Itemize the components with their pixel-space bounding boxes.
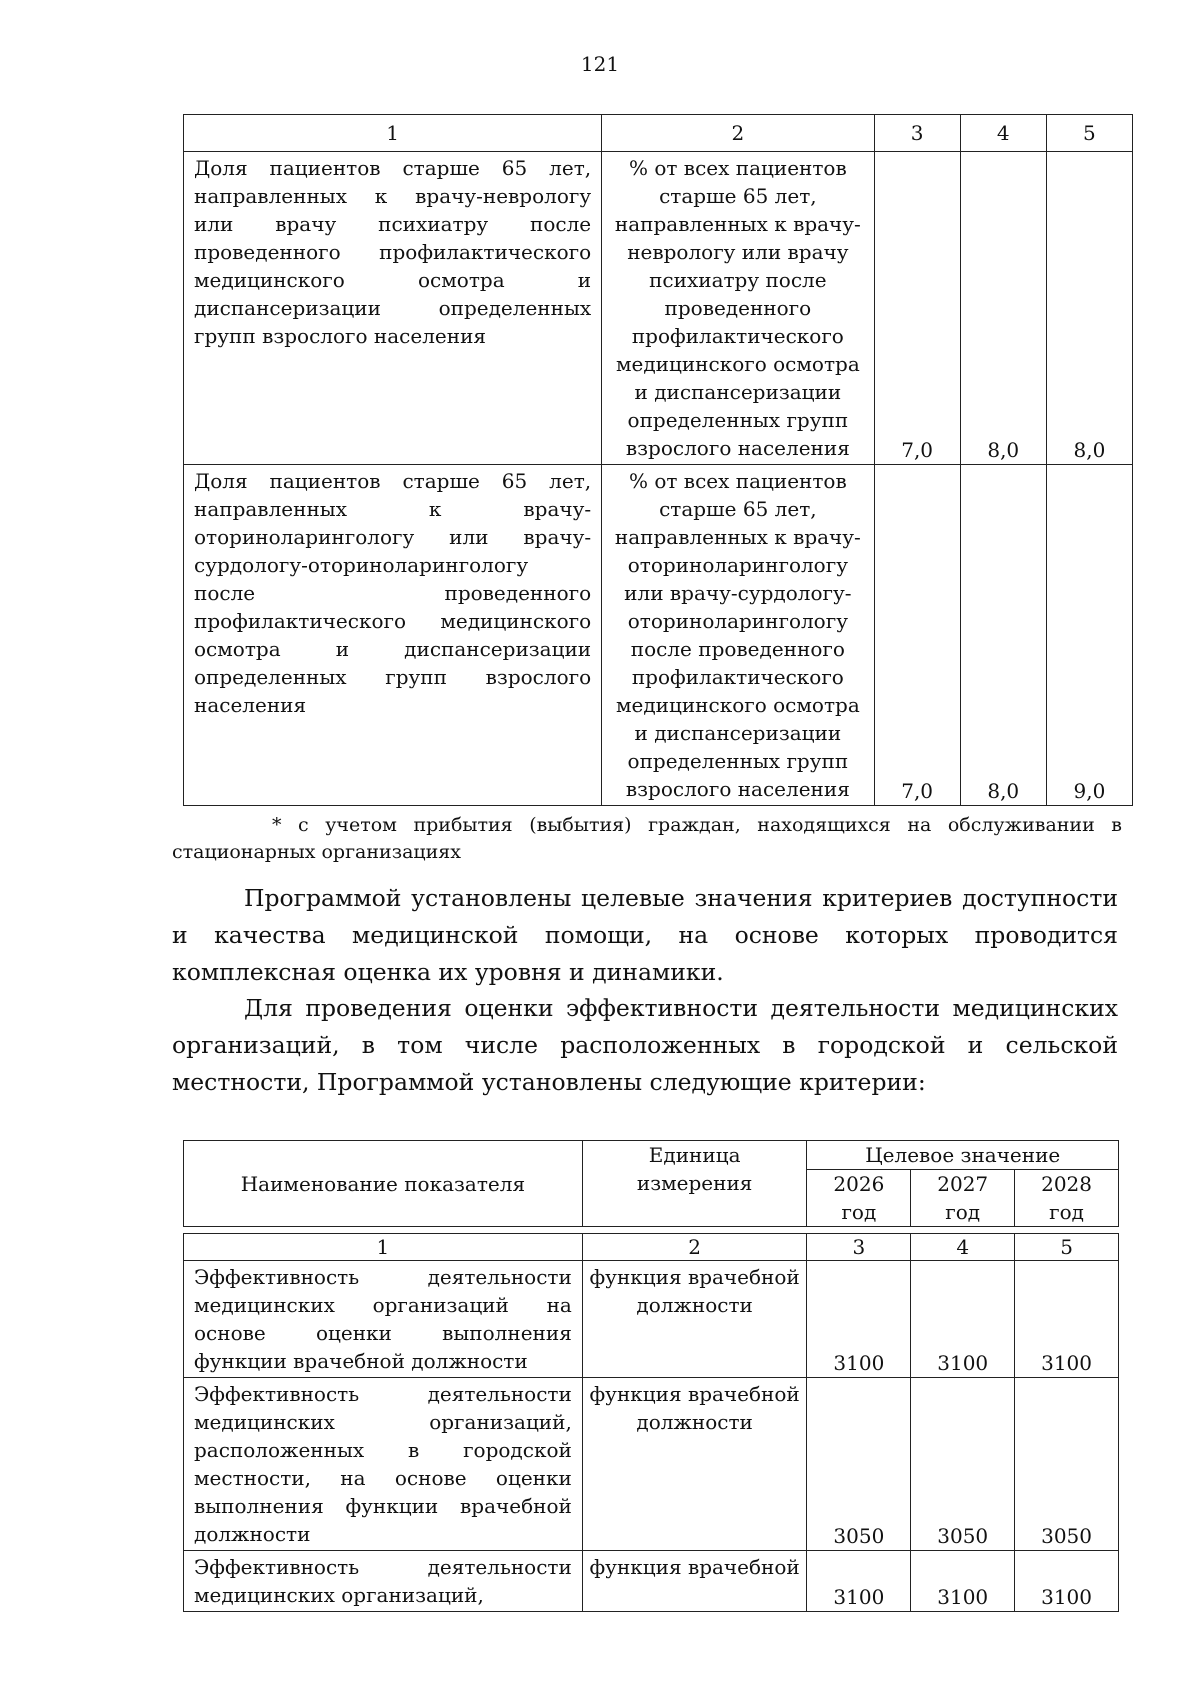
- column-number-4: 4: [960, 115, 1046, 152]
- value-year-1: 7,0: [874, 465, 960, 806]
- value-year-3: 9,0: [1046, 465, 1132, 806]
- header-indicator-name: Наименование показателя: [184, 1141, 583, 1227]
- indicator-name: Доля пациентов старше 65 лет, направленных к врачу-неврологу или врачу психиатру после проведенного профилактического медицинского осмотра и диспансеризации определенных групп взрослого населения: [184, 152, 602, 465]
- value-2027: 3100: [911, 1551, 1015, 1612]
- paragraph-target-values: Программой установлены целевые значения критериев доступности и качества медицинской помощи, на основе которых проводится комплексная оценка их уровня и динамики.: [172, 884, 1118, 986]
- table-header-row: [184, 1141, 1119, 1170]
- table-row: [184, 1551, 1119, 1612]
- indicator-unit: % от всех пациентов старше 65 лет, направленных к врачу-оториноларингологу или врачу-сурдологу-оториноларингологу после проведенного профилактического медицинского осмотра и диспансеризации определенных групп взрослого населения: [602, 465, 874, 806]
- indicator-unit: функция врачебной должности: [582, 1378, 807, 1551]
- column-number-2: 2: [582, 1234, 807, 1261]
- value-2028: 3050: [1015, 1378, 1119, 1551]
- table-row: [184, 465, 1133, 806]
- table-row: [184, 152, 1133, 465]
- value-2026: 3050: [807, 1378, 911, 1551]
- value-2028: 3100: [1015, 1261, 1119, 1378]
- column-number-2: 2: [602, 115, 874, 152]
- value-2027: 3050: [911, 1378, 1015, 1551]
- column-number-5: 5: [1015, 1234, 1119, 1261]
- value-year-3: 8,0: [1046, 152, 1132, 465]
- column-number-1: 1: [184, 1234, 583, 1261]
- value-2028: 3100: [1015, 1551, 1119, 1612]
- indicator-name: Эффективность деятельности медицинских организаций, расположенных в городской местности, на основе оценки выполнения функции врачебной должности: [184, 1378, 583, 1551]
- column-number-3: 3: [874, 115, 960, 152]
- value-2027: 3100: [911, 1261, 1015, 1378]
- indicator-unit: функция врачебной должности: [582, 1261, 807, 1378]
- value-year-2: 8,0: [960, 465, 1046, 806]
- header-year-2028: 2028 год: [1015, 1170, 1119, 1227]
- indicator-name: Доля пациентов старше 65 лет, направленных к врачу-оториноларингологу или врачу-сурдологу-оториноларингологу после проведенного профилактического медицинского осмотра и диспансеризации определенных групп взрослого населения: [184, 465, 602, 806]
- footnote: [172, 812, 1122, 866]
- header-year-2026: 2026 год: [807, 1170, 911, 1227]
- indicator-unit: % от всех пациентов старше 65 лет, направленных к врачу-неврологу или врачу психиатру после проведенного профилактического медицинского осмотра и диспансеризации определенных групп взрослого населения: [602, 152, 874, 465]
- indicator-name: Эффективность деятельности медицинских организаций,: [184, 1551, 583, 1612]
- value-2026: 3100: [807, 1551, 911, 1612]
- header-target-value: Целевое значение: [807, 1141, 1119, 1170]
- page-number: 121: [580, 52, 620, 76]
- criteria-table-continued: [183, 114, 1133, 806]
- column-number-1: 1: [184, 115, 602, 152]
- header-year-2027: 2027 год: [911, 1170, 1015, 1227]
- table-header-row: [184, 115, 1133, 152]
- header-unit: Единица измерения: [582, 1141, 807, 1227]
- table-row: [184, 1378, 1119, 1551]
- footnote-line-2: стационарных организациях: [172, 841, 461, 863]
- indicator-unit: функция врачебной: [582, 1551, 807, 1612]
- header-separator: [184, 1227, 1119, 1234]
- table-row: [184, 1261, 1119, 1378]
- footnote-line-1: * с учетом прибытия (выбытия) граждан, находящихся на обслуживании в: [272, 814, 1122, 836]
- value-2026: 3100: [807, 1261, 911, 1378]
- column-number-3: 3: [807, 1234, 911, 1261]
- efficiency-criteria-table: [183, 1140, 1119, 1612]
- column-number-4: 4: [911, 1234, 1015, 1261]
- column-number-5: 5: [1046, 115, 1132, 152]
- column-numbers-row: [184, 1234, 1119, 1261]
- indicator-name: Эффективность деятельности медицинских организаций на основе оценки выполнения функции врачебной должности: [184, 1261, 583, 1378]
- value-year-1: 7,0: [874, 152, 960, 465]
- value-year-2: 8,0: [960, 152, 1046, 465]
- paragraph-efficiency-criteria: Для проведения оценки эффективности деятельности медицинских организаций, в том числе расположенных в городской и сельской местности, Программой установлены следующие критерии:: [172, 994, 1118, 1096]
